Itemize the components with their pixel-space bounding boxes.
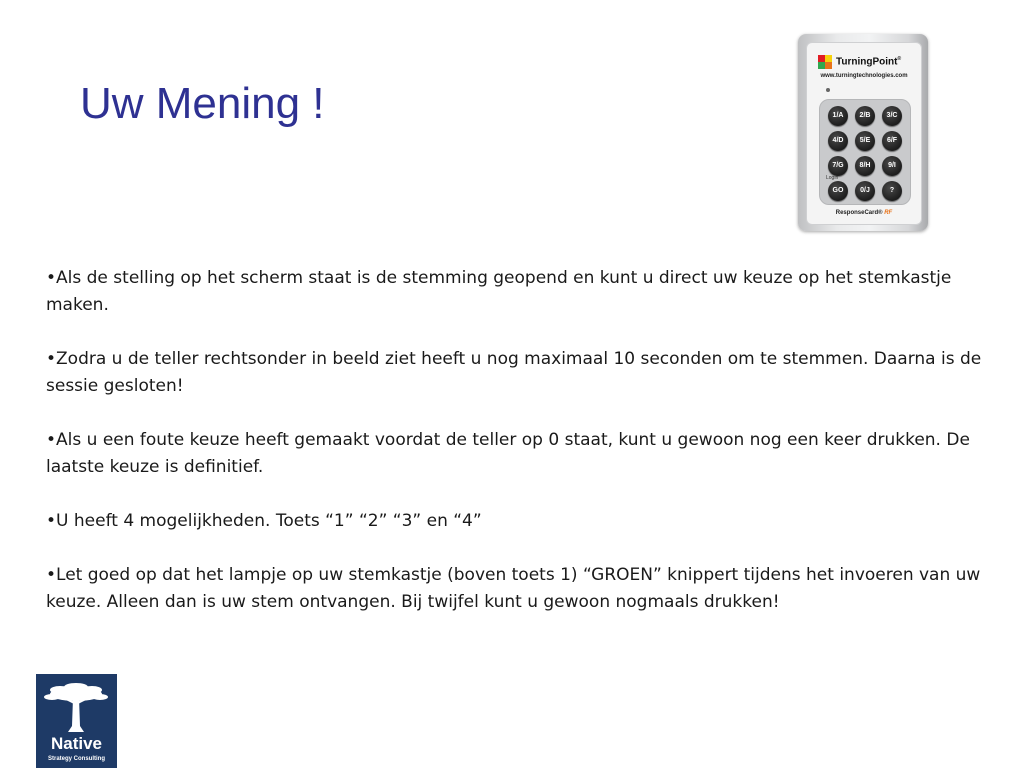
bullet-item: •Zodra u de teller rechtsonder in beeld ziet heeft u nog maximaal 10 seconden om te stemmen. Daarna is de sessie gesloten! [46,349,982,396]
remote-key: 8/H [855,156,875,176]
logo-square-orange [825,62,832,69]
remote-key: ? [882,181,902,201]
native-company-logo [36,674,117,768]
logo-square-red [818,55,825,62]
remote-key: 1/A [828,106,848,126]
slide-body [46,265,996,643]
remote-key: 6/F [882,131,902,151]
remote-key: 7/G [828,156,848,176]
remote-key: 3/C [882,106,902,126]
bullet-item: •Let goed op dat het lampje op uw stemkastje (boven toets 1) “GROEN” knippert tijdens het invoeren van uw keuze. Alleen dan is uw stem ontvangen. Bij twijfel kunt u gewoon nogmaals drukken! [46,565,981,612]
remote-brand-mark: ® [897,56,902,63]
logo-square-yellow [825,55,832,62]
remote-brand-text: TurningPoint [836,56,898,68]
led-indicator-icon [826,88,830,92]
logo-square-green [818,62,825,69]
remote-key: 2/B [855,106,875,126]
remote-key: 9/I [882,156,902,176]
remote-model-label [807,210,921,216]
bullet-item: •U heeft 4 mogelijkheden. Toets “1” “2” “3” en “4” [46,511,482,531]
remote-url: www.turningtechnologies.com [820,73,908,79]
remote-brand-name [836,56,901,67]
bullet-item: •Als de stelling op het scherm staat is de stemming geopend en kunt u direct uw keuze op het stemkastje maken. [46,268,952,315]
bullet-item: •Als u een foute keuze heeft gemaakt voordat de teller op 0 staat, kunt u gewoon nog een keer drukken. De laatste keuze is definitief. [46,430,970,477]
slide-title: Uw Mening ! [80,79,325,128]
remote-key: 4/D [828,131,848,151]
login-label: Login [826,175,839,181]
remote-brand [818,53,901,71]
logo-subtitle: Strategy Consulting [47,756,105,762]
tree-icon [40,678,113,736]
remote-key: GO [828,181,848,201]
remote-model-text: ResponseCard® [835,210,883,216]
remote-key: 5/E [855,131,875,151]
turningpoint-logo-icon [818,55,832,69]
clicker-remote-image [798,34,928,231]
remote-key: 0/J [855,181,875,201]
remote-model-suffix: RF [884,210,893,216]
remote-keypad [819,99,911,205]
remote-face [806,42,922,225]
logo-name: Native [50,734,103,753]
